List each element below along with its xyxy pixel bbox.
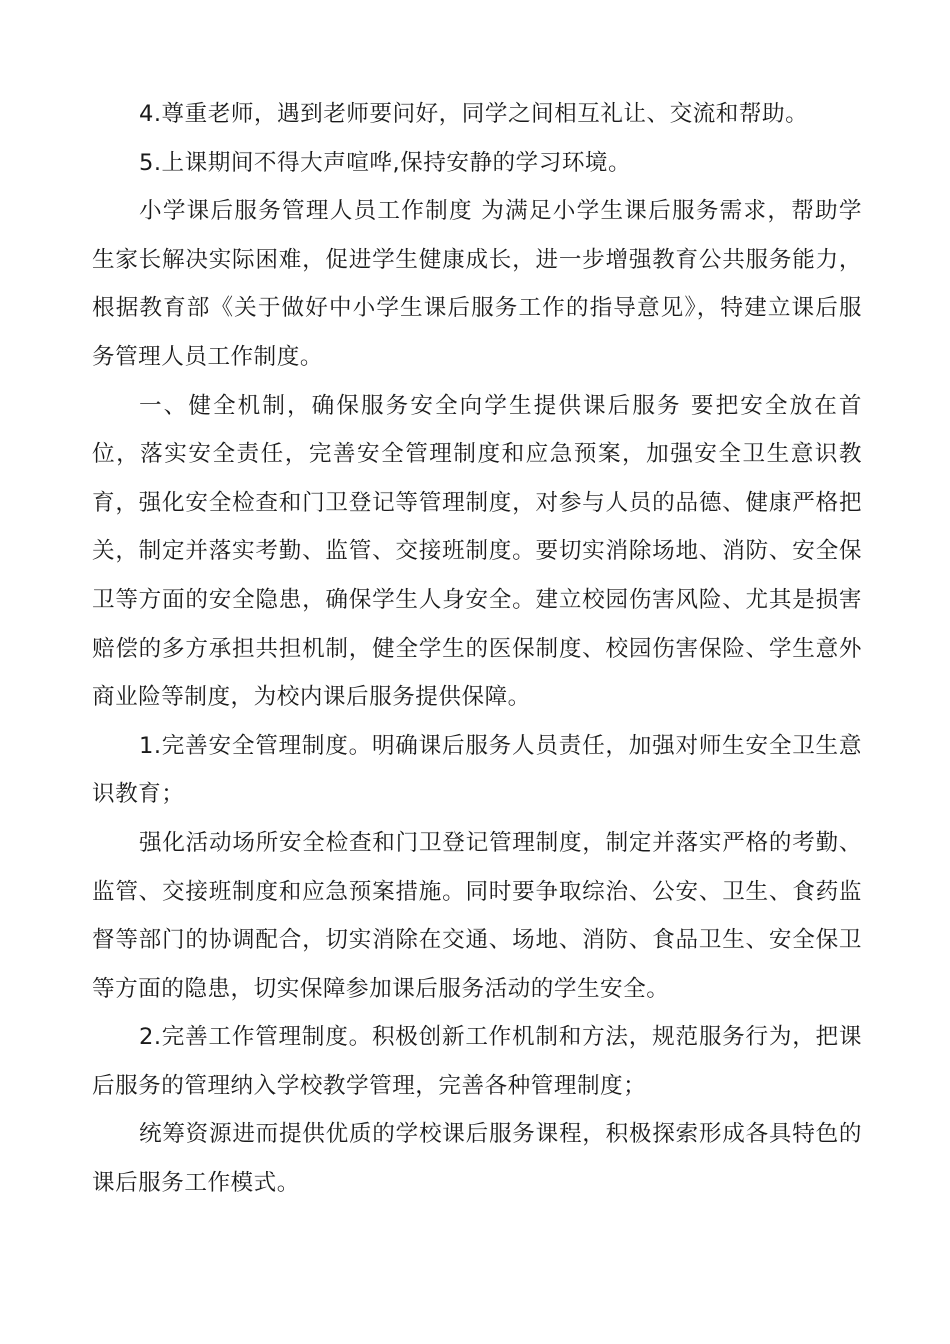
paragraph-rule-4: 4.尊重老师，遇到老师要问好，同学之间相互礼让、交流和帮助。 (139, 101, 809, 127)
paragraph-item-2-detail: 统筹资源进而提供优质的学校课后服务课程，积极探索形成各具特色的课后服务工作模式。 (92, 1121, 862, 1197)
paragraph-item-2: 2.完善工作管理制度。积极创新工作机制和方法，规范服务行为，把课后服务的管理纳入学校教学管理，完善各种管理制度； (92, 1024, 862, 1099)
paragraph-item-1: 1.完善安全管理制度。明确课后服务人员责任，加强对师生安全卫生意识教育； (92, 732, 862, 808)
paragraph-intro: 小学课后服务管理人员工作制度 为满足小学生课后服务需求，帮助学生家长解决实际困难，促进学生健康成长，进一步增强教育公共服务能力，根据教育部《关于做好中小学生课后服务工作的指导意见》，特建立课后服务管理人员工作制度。 (92, 198, 862, 370)
paragraph-rule-5: 5.上课期间不得大声喧哗,保持安静的学习环境。 (139, 149, 632, 176)
paragraph-item-1-detail: 强化活动场所安全检查和门卫登记管理制度，制定并落实严格的考勤、监管、交接班制度和应急预案措施。同时要争取综治、公安、卫生、食药监督等部门的协调配合，切实消除在交通、场地、消防、食品卫生、安全保卫等方面的隐患，切实保障参加课后服务活动的学生安全。 (92, 829, 862, 1002)
document-body (92, 90, 862, 1208)
paragraph-section-1: 一、健全机制，确保服务安全向学生提供课后服务 要把安全放在首位，落实安全责任，完善安全管理制度和应急预案，加强安全卫生意识教育，强化安全检查和门卫登记等管理制度，对参与人员的品德、健康严格把关，制定并落实考勤、监管、交接班制度。要切实消除场地、消防、安全保卫等方面的安全隐患，确保学生人身安全。建立校园伤害风险、尤其是损害赔偿的多方承担共担机制，健全学生的医保制度、校园伤害保险、学生意外商业险等制度，为校内课后服务提供保障。 (92, 392, 862, 711)
